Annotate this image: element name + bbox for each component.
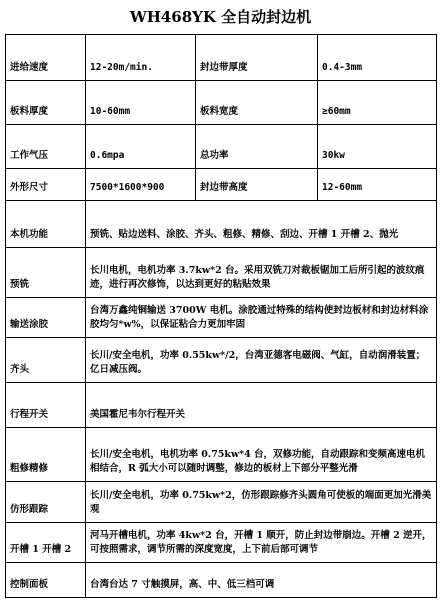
spec-value: 10-60mm	[86, 81, 196, 125]
spec-label: 板料宽度	[196, 81, 318, 125]
feature-row	[6, 383, 437, 428]
spec-label: 封边带厚度	[196, 35, 318, 81]
feature-text: 预铣、贴边送料、涂胶、齐头、粗修、精修、刮边、开槽 1 开槽 2、抛光	[86, 201, 437, 248]
feature-label: 齐头	[6, 338, 86, 383]
spec-label: 总功率	[196, 125, 318, 169]
spec-value: 12-60mm	[318, 169, 437, 201]
spec-value: 0.4-3mm	[318, 35, 437, 81]
spec-label: 工作气压	[6, 125, 86, 169]
feature-text: 长川/安全电机，功率 0.55kw*/2，台湾亚德客电磁阀、气缸，自动润滑装置；亿日减压阀。	[86, 338, 437, 383]
feature-text: 长川/安全电机，电机功率 0.75kw*4 台，双修功能，自动跟踪和变频高速电机相结合，R 弧大小可以随时调整，修边的板材上下部分平整光滑	[86, 428, 437, 482]
feature-text: 台湾台达 7 寸触摸屏，高、中、低三档可调	[86, 563, 437, 598]
page-title: WH468YK 全自动封边机	[129, 8, 312, 26]
feature-label: 输送涂胶	[6, 298, 86, 338]
feature-label: 本机功能	[6, 201, 86, 248]
feature-row	[6, 428, 437, 482]
feature-label: 控制面板	[6, 563, 86, 598]
feature-text: 美国霍尼韦尔行程开关	[86, 383, 437, 428]
feature-row	[6, 248, 437, 298]
feature-label: 开槽 1 开槽 2	[6, 523, 86, 563]
spec-label: 封边带高度	[196, 169, 318, 201]
spec-row	[6, 81, 437, 125]
feature-text: 长川/安全电机，功率 0.75kw*2，仿形跟踪修齐头圆角可使板的端面更加光滑美观	[86, 482, 437, 523]
spec-row	[6, 35, 437, 81]
feature-row	[6, 298, 437, 338]
spec-value: 7500*1600*900	[86, 169, 196, 201]
feature-text: 河马开槽电机，功率 4kw*2 台，开槽 1 顺开，防止封边带崩边。开槽 2 逆开，可按照需求，调节所需的深度宽度，上下前后部可调节	[86, 523, 437, 563]
feature-label: 行程开关	[6, 383, 86, 428]
spec-row	[6, 125, 437, 169]
spec-label: 进给速度	[6, 35, 86, 81]
feature-label: 仿形跟踪	[6, 482, 86, 523]
feature-text: 台湾万鑫纯铜输送 3700W 电机。涂胶通过特殊的结构使封边板材和封边材料涂胶均匀*w%，以保证粘合力更加牢固	[86, 298, 437, 338]
spec-value: 12-20m/min.	[86, 35, 196, 81]
spec-label: 外形尺寸	[6, 169, 86, 201]
spec-row	[6, 169, 437, 201]
spec-value: 0.6mpa	[86, 125, 196, 169]
feature-label: 预铣	[6, 248, 86, 298]
feature-row	[6, 201, 437, 248]
feature-row	[6, 523, 437, 563]
feature-row	[6, 563, 437, 598]
spec-value: 30kw	[318, 125, 437, 169]
feature-row	[6, 338, 437, 383]
spec-value: ≥60mm	[318, 81, 437, 125]
feature-row	[6, 482, 437, 523]
spec-table	[5, 34, 437, 598]
feature-text: 长川电机，电机功率 3.7kw*2 台。采用双铣刀对裁板锯加工后所引起的波纹痕迹，进行再次修饰，以达到更好的粘贴效果	[86, 248, 437, 298]
spec-label: 板料厚度	[6, 81, 86, 125]
feature-label: 粗修精修	[6, 428, 86, 482]
